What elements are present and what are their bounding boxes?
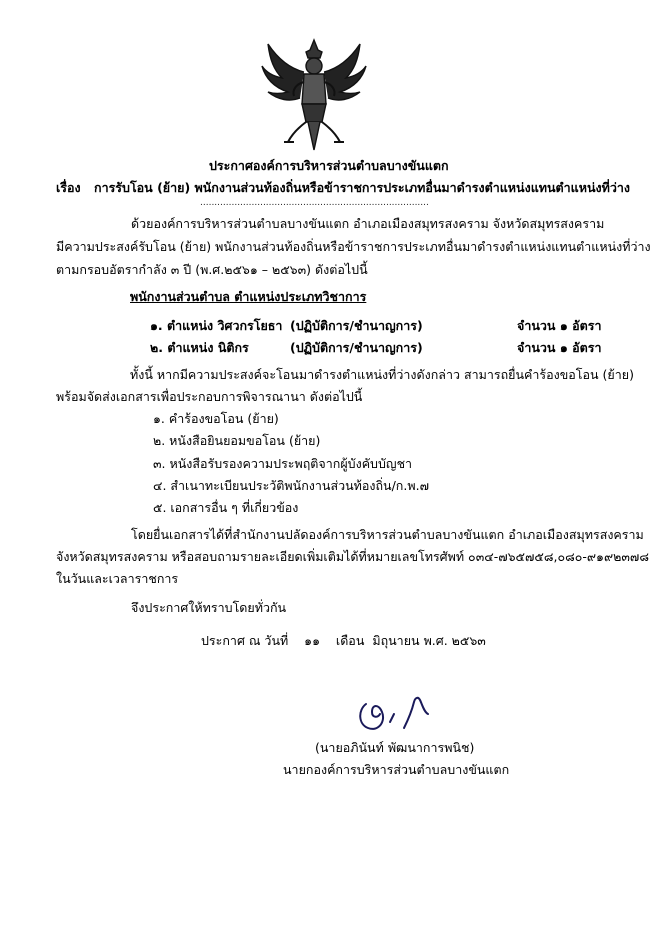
position-name: นิติกร bbox=[217, 340, 249, 355]
count-label: จำนวน bbox=[517, 340, 556, 355]
intro-line-3: ตามกรอบอัตรากำลัง ๓ ปี (พ.ศ.๒๕๖๑ – ๒๕๖๓) ดังต่อไปนี้ bbox=[56, 262, 368, 277]
document-item: ๕. เอกสารอื่น ๆ ที่เกี่ยวข้อง bbox=[153, 500, 299, 515]
document-item: ๓. หนังสือรับรองความประพฤติจากผู้บังคับบัญชา bbox=[153, 456, 413, 471]
date-month: มิถุนายน bbox=[372, 633, 420, 648]
position-name: วิศวกรโยธา bbox=[217, 318, 283, 333]
document-item: ๑. คำร้องขอโอน (ย้าย) bbox=[153, 411, 279, 426]
submit-line-1: โดยยื่นเอกสารได้ที่สำนักงานปลัดองค์การบริหารส่วนตำบลบางขันแตก อำเภอเมืองสมุทรสงคราม bbox=[131, 527, 644, 542]
count-unit: อัตรา bbox=[572, 340, 602, 355]
apply-line-1: ทั้งนี้ หากมีความประสงค์จะโอนมาดำรงตำแหน่งที่ว่างดังกล่าว สามารถยื่นคำร้องขอโอน (ย้าย) bbox=[130, 367, 634, 382]
date-line bbox=[201, 633, 486, 649]
intro-line-2: มีความประสงค์รับโอน (ย้าย) พนักงานส่วนท้องถิ่นหรือข้าราชการประเภทอื่นมาดำรงตำแหน่งแทนตำแหน่งที่ว่าง bbox=[56, 239, 651, 254]
position-number: ๑. bbox=[150, 318, 163, 333]
handwritten-signature bbox=[352, 690, 438, 734]
document-item: ๒. หนังสือยินยอมขอโอน (ย้าย) bbox=[153, 433, 321, 448]
submit-line-2: จังหวัดสมุทรสงคราม หรือสอบถามรายละเอียดเพิ่มเติมได้ที่หมายเลขโทรศัพท์ ๐๓๔-๗๖๕๗๕๘,๐๘๐-๙๑๙๒๓๗๘ bbox=[56, 549, 649, 564]
position-label: ตำแหน่ง bbox=[167, 340, 214, 355]
position-label: ตำแหน่ง bbox=[167, 318, 214, 333]
position-count bbox=[517, 318, 601, 334]
signatory-title: นายกองค์การบริหารส่วนตำบลบางขันแตก bbox=[283, 762, 510, 777]
count-label: จำนวน bbox=[517, 318, 556, 333]
date-day: ๑๑ bbox=[304, 633, 321, 648]
position-row bbox=[150, 340, 249, 356]
apply-line-2: พร้อมจัดส่งเอกสารเพื่อประกอบการพิจารณานา ดังต่อไปนี้ bbox=[56, 389, 363, 404]
section-title: พนักงานส่วนตำบล ตำแหน่งประเภทวิชาการ bbox=[130, 289, 367, 304]
position-count bbox=[517, 340, 601, 356]
date-prefix: ประกาศ ณ วันที่ bbox=[201, 633, 289, 648]
count-unit: อัตรา bbox=[572, 318, 602, 333]
position-number: ๒. bbox=[150, 340, 163, 355]
date-year: พ.ศ. ๒๕๖๓ bbox=[423, 633, 486, 648]
subject-label: เรื่อง bbox=[56, 180, 81, 195]
count-value: ๑ bbox=[559, 318, 568, 333]
count-value: ๑ bbox=[559, 340, 568, 355]
intro-line-1: ด้วยองค์การบริหารส่วนตำบลบางขันแตก อำเภอเมืองสมุทรสงคราม จังหวัดสมุทรสงคราม bbox=[131, 216, 605, 231]
separator-dots: ................................................................................ bbox=[200, 198, 429, 208]
signatory-name: (นายอภินันท์ พัฒนาการพนิช) bbox=[315, 740, 475, 755]
submit-line-3: ในวันและเวลาราชการ bbox=[56, 571, 179, 586]
date-month-label: เดือน bbox=[335, 633, 365, 648]
position-row bbox=[150, 318, 282, 334]
garuda-emblem-icon bbox=[258, 38, 370, 156]
document-item: ๔. สำเนาทะเบียนประวัติพนักงานส่วนท้องถิ่น/ก.พ.๗ bbox=[153, 478, 429, 493]
position-level: (ปฏิบัติการ/ชำนาญการ) bbox=[290, 318, 423, 333]
position-level: (ปฏิบัติการ/ชำนาญการ) bbox=[290, 340, 423, 355]
subject-text: การรับโอน (ย้าย) พนักงานส่วนท้องถิ่นหรือข้าราชการประเภทอื่นมาดำรงตำแหน่งแทนตำแหน่งที่ว่าง bbox=[94, 180, 630, 195]
announcement-title: ประกาศองค์การบริหารส่วนตำบลบางขันแตก bbox=[209, 158, 449, 173]
closing-line: จึงประกาศให้ทราบโดยทั่วกัน bbox=[131, 600, 287, 615]
